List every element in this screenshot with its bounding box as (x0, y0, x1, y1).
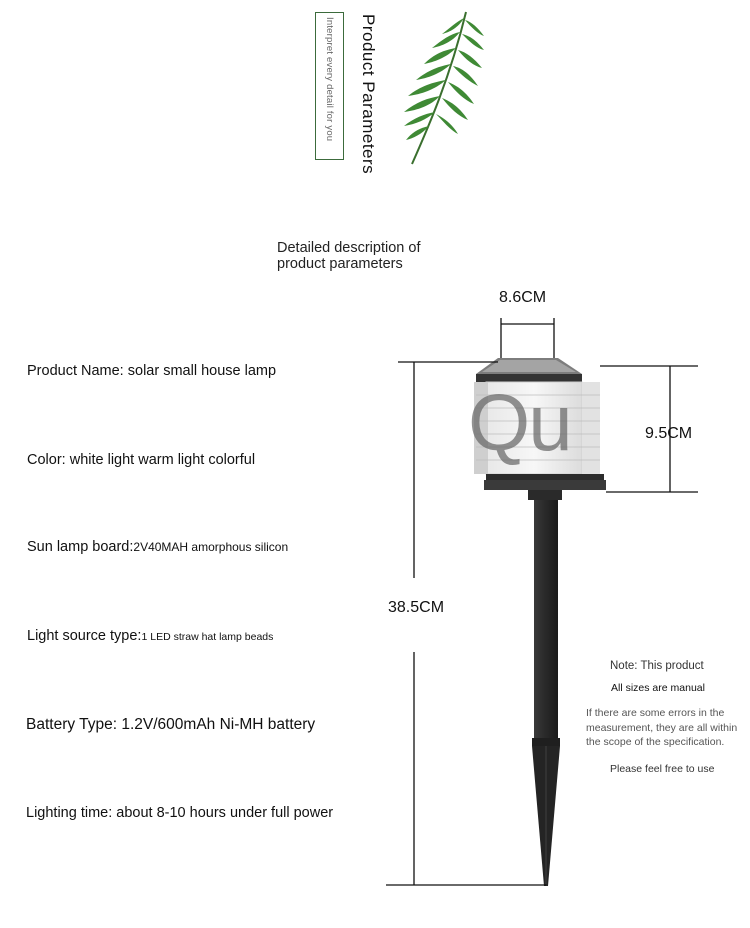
param-label: Sun lamp board: (27, 539, 134, 555)
param-label: Product Name: (27, 363, 124, 379)
note-line-4: Please feel free to use (610, 762, 715, 775)
tagline: Interpret every detail for you (324, 17, 335, 142)
size-note (586, 659, 746, 776)
param-battery-type (26, 716, 315, 734)
note-line-3b: measurement, they are all within (586, 721, 738, 734)
param-value: 2V40MAH amorphous silicon (133, 540, 289, 554)
total-height-label: 38.5CM (388, 599, 445, 616)
param-sun-lamp-board (27, 539, 288, 555)
param-color (27, 452, 255, 468)
page-title: Product Parameters (359, 14, 378, 175)
subtitle-line-1: Detailed description of (277, 240, 421, 256)
param-label: Light source type: (27, 628, 142, 644)
width-dimension (501, 318, 554, 358)
lamp-diagram (380, 280, 720, 900)
param-label: Color: (27, 452, 66, 468)
param-light-source (27, 628, 273, 644)
param-value: white light warm light colorful (69, 452, 256, 468)
param-value: about 8-10 hours under full power (116, 805, 334, 821)
note-line-3a: If there are some errors in the (586, 707, 725, 719)
lamp-stake (528, 490, 562, 886)
param-product-name (27, 363, 276, 379)
note-line-3 (586, 706, 746, 750)
watermark-text: Qu (468, 378, 571, 467)
param-label: Battery Type: (26, 716, 118, 733)
note-line-3c: the scope of the specification. (586, 736, 725, 748)
leaf-icon (398, 8, 488, 168)
subtitle-line-2: product parameters (277, 256, 403, 272)
param-value: 1.2V/600mAh Ni-MH battery (121, 716, 316, 733)
head-height-label: 9.5CM (645, 425, 693, 442)
section-subtitle (277, 240, 477, 272)
param-lighting-time (26, 805, 333, 821)
param-value: 1 LED straw hat lamp beads (141, 631, 274, 643)
param-value: solar small house lamp (127, 363, 277, 379)
note-line-1: Note: This product (610, 660, 704, 672)
width-label: 8.6CM (499, 289, 547, 306)
tagline-box (315, 12, 344, 160)
note-line-2: All sizes are manual (611, 681, 705, 694)
param-label: Lighting time: (26, 805, 113, 821)
